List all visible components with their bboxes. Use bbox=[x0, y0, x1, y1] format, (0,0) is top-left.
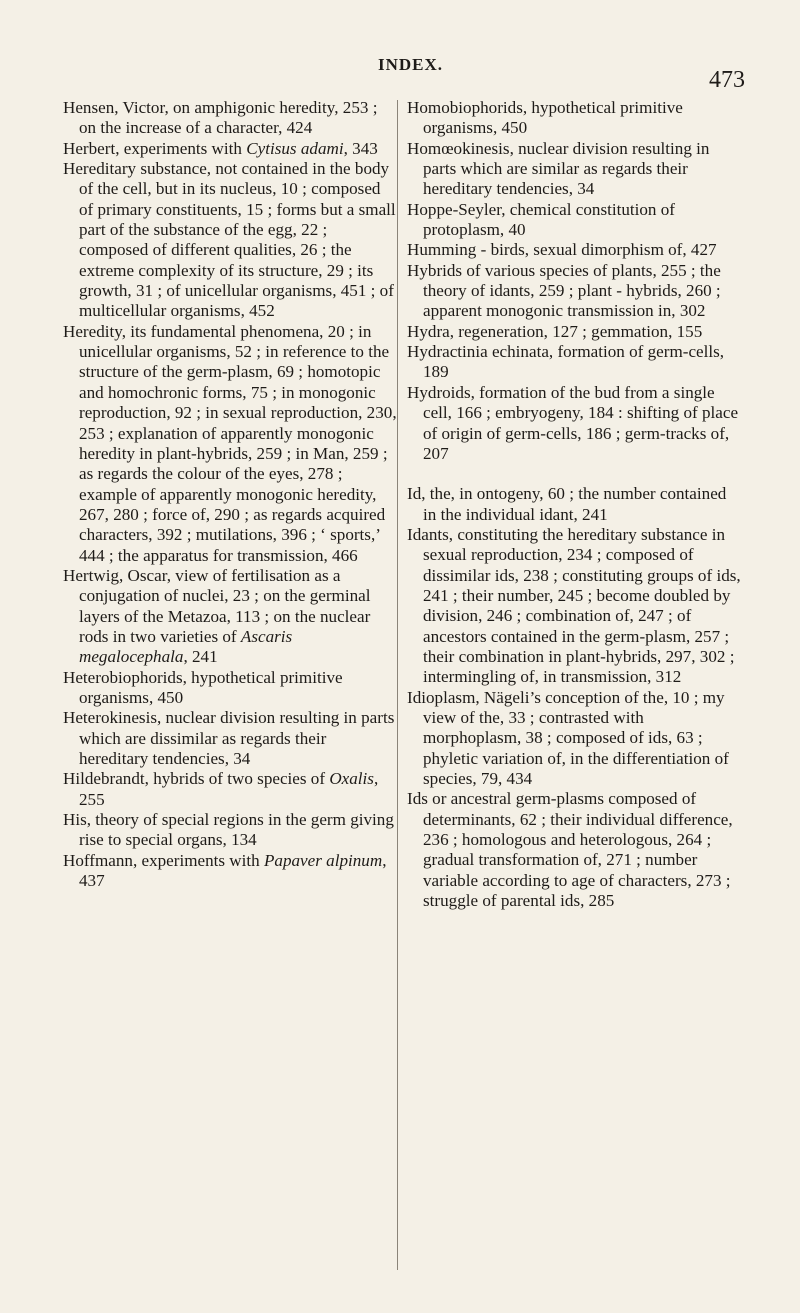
running-title: INDEX. bbox=[378, 55, 444, 74]
left-column bbox=[63, 98, 398, 891]
index-entry-heterobiophorids bbox=[63, 668, 398, 709]
entry-text: Ids or ancestral germ-plasms composed of determinants, 62 ; their individual difference, 236 ; homologous and heterologous, 264 ; gradual transformation of, 271 ; number variable according to age of characters, 273 ; struggle of parental ids, 285 bbox=[407, 789, 733, 911]
entry-text: Hoffmann, experiments with bbox=[63, 850, 264, 870]
entry-text: Homobiophorids, hypothetical primitive organisms, 450 bbox=[407, 98, 683, 138]
entry-text: Homœokinesis, nuclear division resulting in parts which are similar as regards their hereditary tendencies, 34 bbox=[407, 138, 710, 199]
index-entry-his bbox=[63, 810, 398, 851]
column-divider bbox=[397, 100, 398, 1270]
entry-text: Hydra, regeneration, 127 ; gemmation, 155 bbox=[407, 321, 703, 341]
entry-text: Humming - birds, sexual dimorphism of, 427 bbox=[407, 240, 717, 260]
entry-text: Heterobiophorids, hypothetical primitive organisms, 450 bbox=[63, 667, 343, 707]
index-entry-homoeokinesis bbox=[407, 139, 742, 200]
index-entry-heredity bbox=[63, 322, 398, 566]
entry-text: Idioplasm, Nägeli’s conception of the, 10 ; my view of the, 33 ; contrasted with morphoplasm, 38 ; composed of ids, 63 ; phyletic variation of, in the differentiation of species, 79, 434 bbox=[407, 687, 729, 788]
entry-text: Idants, constituting the hereditary substance in sexual reproduction, 234 ; composed of dissimilar ids, 238 ; constituting groups of ids, 241 ; their number, 245 ; become doubled by division, 246 ; combination of, 247 ; of ancestors contained in the germ-plasm, 257 ; their combination in plant-hybrids, 297, 302 ; intermingling of, in transmission, 312 bbox=[407, 524, 741, 687]
entry-text: Hertwig, Oscar, view of fertilisation as a conjugation of nuclei, 23 ; on the germinal layers of the Metazoa, 113 ; on the nuclear rods in two varieties of bbox=[63, 565, 371, 646]
entry-text: Hydroids, formation of the bud from a single cell, 166 ; embryogeny, 184 : shifting of place of origin of germ-cells, 186 ; germ-tracks of, 207 bbox=[407, 382, 739, 463]
index-entry-hydractinia bbox=[407, 342, 742, 383]
index-entry-hertwig bbox=[63, 566, 398, 668]
index-entry-ids bbox=[407, 789, 742, 911]
entry-italic: Oxalis bbox=[329, 769, 374, 789]
right-column bbox=[407, 98, 742, 911]
entry-text: Hybrids of various species of plants, 255 ; the theory of idants, 259 ; plant - hybrids, 260 ; apparent monogonic transmission in, 302 bbox=[407, 260, 721, 321]
entry-text: Hydractinia echinata, formation of germ-cells, 189 bbox=[407, 342, 725, 382]
index-entry-hoffmann bbox=[63, 851, 398, 892]
index-entry-hydroids bbox=[407, 383, 742, 464]
index-entry-hybrids bbox=[407, 261, 742, 322]
index-entry-humming-birds bbox=[407, 240, 742, 260]
entry-italic: Papaver alpinum bbox=[263, 850, 383, 870]
index-entry-idioplasm bbox=[407, 688, 742, 790]
entry-pages: , 241 bbox=[183, 647, 218, 667]
entry-italic: Ascaris megalocephala bbox=[79, 626, 293, 667]
entry-text: Heredity, its fundamental phenomena, 20 ; in unicellular organisms, 52 ; in reference to the structure of the germ-plasm, 69 ; homotopic and homochronic forms, 75 ; in monogonic reproduction, 92 ; in sexual reproduction, 230, 253 ; explanation of apparently monogonic heredity in plant-hybrids, 259 ; in Man, 259 ; as regards the colour of the eyes, 278 ; example of apparently monogonic heredity, 267, 280 ; force of, 290 ; as regards acquired characters, 392 ; mutilations, 396 ; ‘ sports,’ 444 ; the apparatus for transmission, 466 bbox=[63, 321, 397, 565]
entry-text: Herbert, experiments with bbox=[63, 138, 247, 158]
index-entry-hydra bbox=[407, 322, 742, 342]
index-entry-id bbox=[407, 484, 742, 525]
index-entry-hensen bbox=[63, 98, 398, 139]
entry-pages: , 255 bbox=[79, 769, 379, 809]
entry-text: Hoppe-Seyler, chemical constitution of protoplasm, 40 bbox=[407, 199, 675, 240]
index-entry-hereditary-substance bbox=[63, 159, 398, 322]
entry-text: Heterokinesis, nuclear division resulting in parts which are dissimilar as regards their hereditary tendencies, 34 bbox=[63, 708, 395, 768]
entry-pages: , 437 bbox=[79, 850, 387, 891]
index-entry-hildebrandt bbox=[63, 769, 398, 810]
entry-italic: Cytisus adami bbox=[246, 138, 344, 158]
index-entry-heterokinesis bbox=[63, 708, 398, 769]
index-entry-hoppe-seyler bbox=[407, 200, 742, 241]
entry-text: Hensen, Victor, on amphigonic heredity, 253 ; on the increase of a character, 424 bbox=[63, 98, 378, 138]
entry-text: Hildebrandt, hybrids of two species of bbox=[63, 769, 330, 789]
page-number: 473 bbox=[709, 67, 745, 93]
entry-text: Id, the, in ontogeny, 60 ; the number contained in the individual idant, 241 bbox=[407, 484, 727, 524]
page-header bbox=[0, 55, 800, 95]
index-entry-herbert bbox=[63, 139, 398, 159]
entry-text: Hereditary substance, not contained in the body of the cell, but in its nucleus, 10 ; composed of primary constituents, 15 ; forms but a small part of the substance of the egg, 22 ; composed of different qualities, 26 ; the extreme complexity of its structure, 29 ; its growth, 31 ; of unicellular organisms, 451 ; of multicellular organisms, 452 bbox=[63, 159, 396, 321]
index-entry-homobiophorids bbox=[407, 98, 742, 139]
entry-text: His, theory of special regions in the germ giving rise to special organs, 134 bbox=[63, 810, 394, 850]
index-entry-idants bbox=[407, 525, 742, 688]
entry-pages: , 343 bbox=[343, 138, 378, 158]
